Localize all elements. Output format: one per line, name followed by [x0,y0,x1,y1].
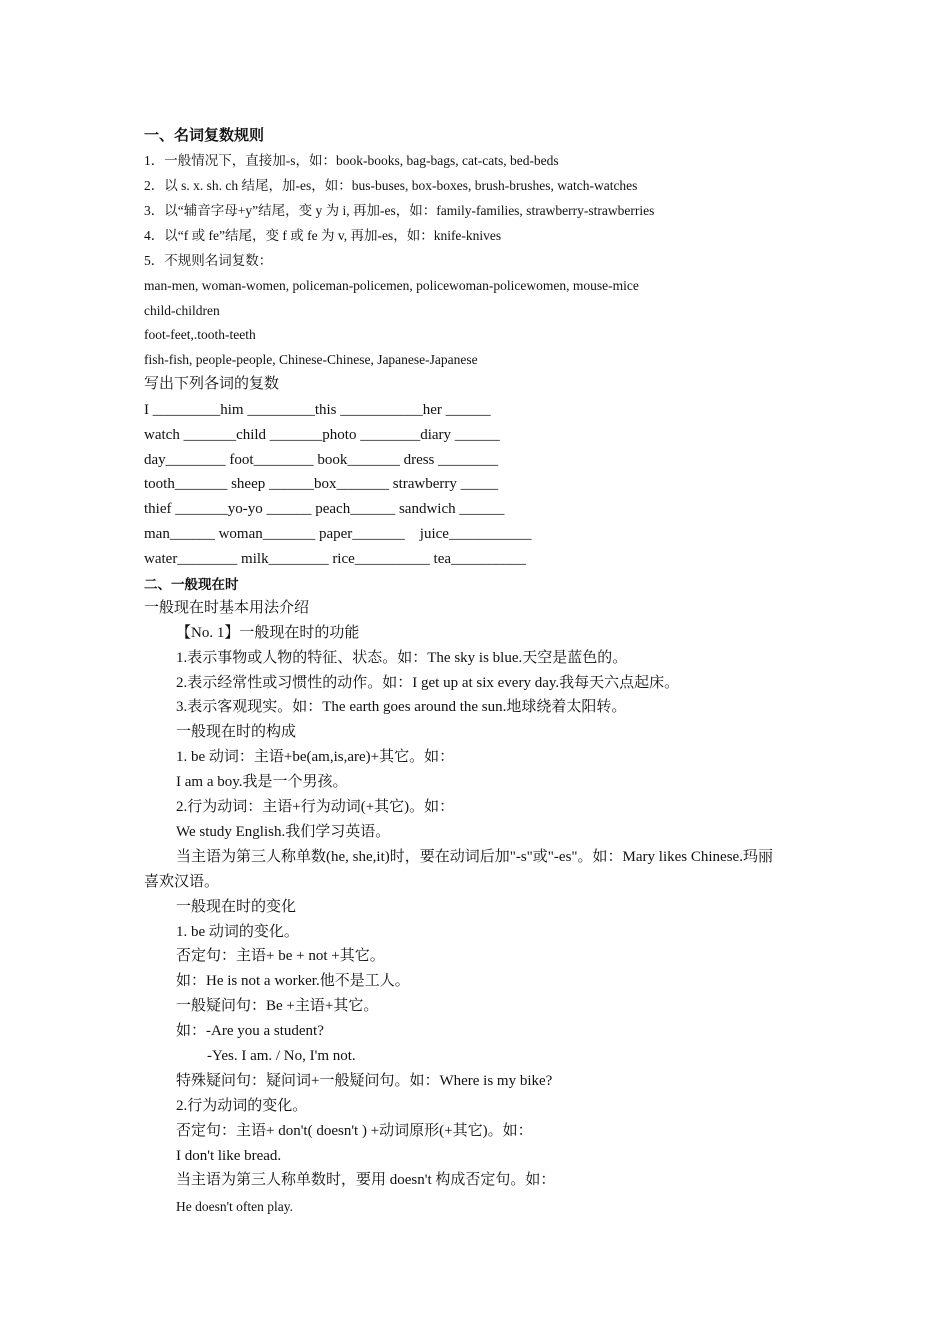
rule-5: 5．不规则名词复数： [144,253,273,268]
irregular-line: child-children [144,303,220,318]
be-verb-rule: 1. be 动词：主语+be(am,is,are)+其它。如： [176,749,455,765]
exercise-line: watch _______child _______photo ________diary ______ [144,427,500,443]
irregular-line: fish-fish, people-people, Chinese-Chinese, Japanese-Japanese [144,352,478,367]
be-negative-example: 如：He is not a worker.他不是工人。 [176,973,410,989]
exercise-title: 写出下列各词的复数 [144,376,280,392]
exercise-line: water________ milk________ rice__________ tea__________ [144,551,527,567]
be-question-answer: -Yes. I am. / No, I'm not. [207,1048,356,1064]
function-line: 2.表示经常性或习惯性的动作。如：I get up at six every day.我每天六点起床。 [176,675,680,691]
exercise-line: man______ woman_______ paper_______ juice___________ [144,526,532,542]
be-negative-rule: 否定句：主语+ be + not +其它。 [176,948,385,964]
section2-intro: 一般现在时基本用法介绍 [144,600,310,616]
composition-title: 一般现在时的构成 [176,724,297,740]
action-negative-rule: 否定句：主语+ don't( doesn't ) +动词原形(+其它)。如： [176,1123,533,1139]
action-negative-example: I don't like bread. [176,1148,282,1164]
rule-3: 3．以“辅音字母+y”结尾，变 y 为 i, 再加-es，如：family-families, strawberry-strawberries [144,203,655,218]
rule-1: 1．一般情况下，直接加-s，如：book-books, bag-bags, cat-cats, bed-beds [144,153,559,168]
third-person-rule-continued: 喜欢汉语。 [144,874,220,890]
action-change-title: 2.行为动词的变化。 [176,1098,308,1114]
exercise-line: tooth_______ sheep ______box_______ strawberry _____ [144,476,499,492]
section2-heading: 二、一般现在时 [144,577,239,592]
be-verb-example: I am a boy.我是一个男孩。 [176,774,348,790]
changes-title: 一般现在时的变化 [176,899,297,915]
exercise-line: thief _______yo-yo ______ peach______ sandwich ______ [144,501,505,517]
be-question-example: 如：-Are you a student? [176,1023,324,1039]
third-person-rule: 当主语为第三人称单数(he, she,it)时，要在动词后加"-s"或"-es"。如：Mary likes Chinese.玛丽 [176,849,773,865]
exercise-line: day________ foot________ book_______ dress ________ [144,452,499,468]
section1-heading: 一、名词复数规则 [144,128,265,144]
irregular-line: foot-feet,.tooth-teeth [144,327,256,342]
action-verb-example: We study English.我们学习英语。 [176,824,391,840]
irregular-line: man-men, woman-women, policeman-policemen, policewoman-policewomen, mouse-mice [144,278,639,293]
be-change-title: 1. be 动词的变化。 [176,924,299,940]
no1-title: 【No. 1】一般现在时的功能 [176,625,360,641]
exercise-line: I _________him _________this ___________her ______ [144,402,491,418]
special-question-rule: 特殊疑问句：疑问词+一般疑问句。如：Where is my bike? [176,1073,553,1089]
action-verb-rule: 2.行为动词：主语+行为动词(+其它)。如： [176,799,455,815]
be-question-rule: 一般疑问句：Be +主语+其它。 [176,998,379,1014]
third-person-negative-example: He doesn't often play. [176,1199,294,1214]
rule-2: 2．以 s. x. sh. ch 结尾，加-es，如：bus-buses, box-boxes, brush-brushes, watch-watches [144,178,638,193]
rule-4: 4．以“f 或 fe”结尾，变 f 或 fe 为 v, 再加-es，如：knife-knives [144,228,502,243]
function-line: 1.表示事物或人物的特征、状态。如：The sky is blue.天空是蓝色的。 [176,650,628,666]
third-person-negative-rule: 当主语为第三人称单数时，要用 doesn't 构成否定句。如： [176,1172,556,1188]
function-line: 3.表示客观现实。如：The earth goes around the sun.地球绕着太阳转。 [176,699,627,715]
